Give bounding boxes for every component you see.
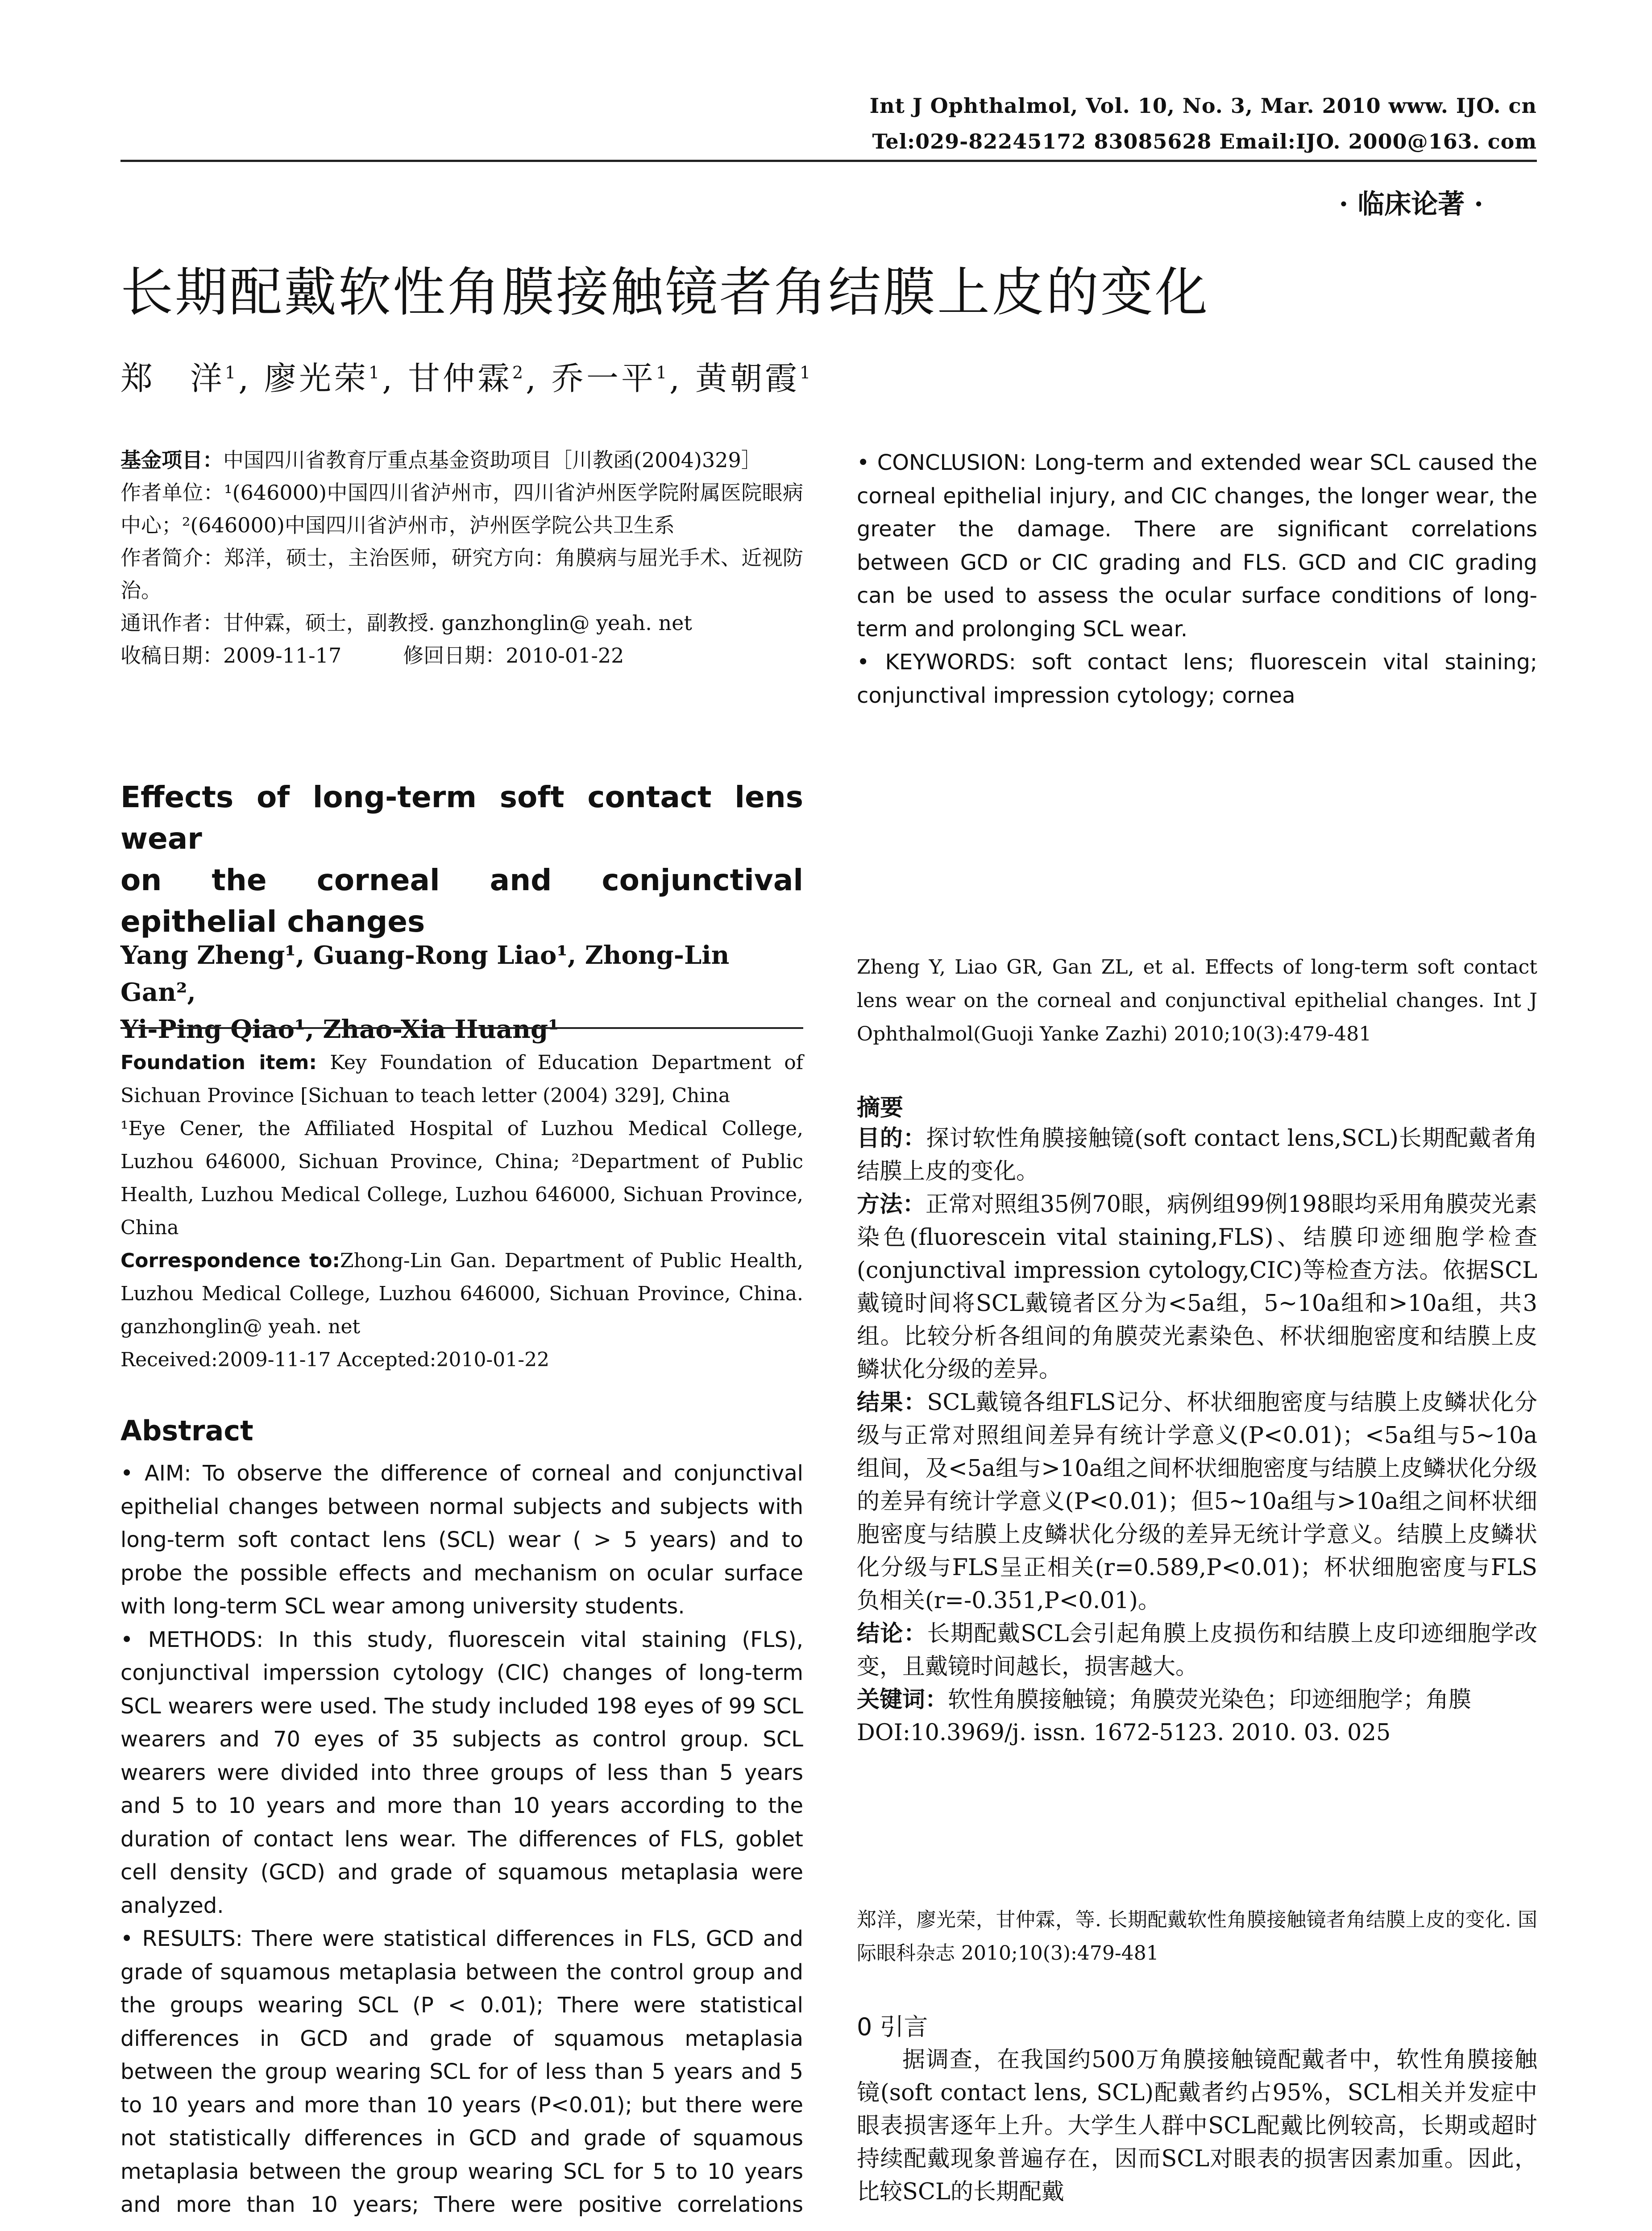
authors-en — [120, 937, 803, 1048]
title-en-line: epithelial changes — [120, 904, 425, 939]
title-en-line: on the corneal and conjunctival — [120, 863, 803, 897]
abstract-results: • RESULTS: There were statistical differences in FLS, GCD and grade of squamous metaplasia between the control group and the groups wearing SCL (P < 0.01); There were statistical differences in GCD and grade of squamous metaplasia between the group wearing SCL for of less than 5 years and 5 to 10 years and more than 10 years (P<0.01); but there were not statistically differences in GCD and grade of squamous metaplasia between the group wearing SCL for 5 to 10 years and more than 10 years; There were positive correlations — [120, 1926, 803, 2217]
correspondence-label: Correspondence to: — [120, 1249, 340, 1272]
authors-rule — [120, 1027, 803, 1029]
author-cn: 黄朝霞 — [695, 360, 800, 397]
methods-cn: 正常对照组35例70眼，病例组99例198眼均采用角膜荧光素染色(fluorescein vital staining,FLS)、结膜印迹细胞学检查(conjunctival impression cytology,CIC)等检查方法。依据SCL戴镜时间将SCL戴镜者区分为<5a组，5~10a组和>10a组，共3组。比较分析各组间的角膜荧光素染色、杯状细胞密度和结膜上皮鳞状化分级的差异。 — [857, 1191, 1537, 1383]
bio-text: 作者简介：郑洋，硕士，主治医师，研究方向：角膜病与屈光手术、近视防治。 — [120, 546, 803, 602]
intro-text: 据调查，在我国约500万角膜接触镜配戴者中，软性角膜接触镜(soft contact lens, SCL)配戴者约占95%，SCL相关并发症中眼表损害逐年上升。大学生人群中SCL配戴比例较高，长期或超时持续配戴现象普遍存在，因而SCL对眼表的损害因素加重。因此，比较SCL的长期配戴 — [857, 2047, 1537, 2205]
meta-cn-block — [120, 444, 803, 672]
foundation-en-block — [120, 1046, 803, 1377]
keywords-cn: 软性角膜接触镜；角膜荧光染色；印迹细胞学；角膜 — [948, 1687, 1472, 1713]
conclusion-cn: 长期配戴SCL会引起角膜上皮损伤和结膜上皮印迹细胞学改变，且戴镜时间越长，损害越大。 — [857, 1621, 1537, 1680]
results-cn-label: 结果： — [857, 1389, 927, 1416]
corr-text: 通讯作者：甘仲霖，硕士，副教授. ganzhonglin@ yeah. net — [120, 611, 692, 635]
dates-text: 收稿日期：2009-11-17 修回日期：2010-01-22 — [120, 643, 624, 668]
aim-cn-label: 目的： — [857, 1125, 926, 1152]
authors-cn: 郑 洋$^1$, 廖光荣$^1$, 甘仲霖$^2$, 乔一平$^1$, 黄朝霞$^1$ — [120, 360, 814, 397]
aim-cn: 探讨软性角膜接触镜(soft contact lens,SCL)长期配戴者角结膜上皮的变化。 — [857, 1125, 1537, 1185]
contact-line: Tel:029-82245172 83085628 Email:IJO. 2000@163. com — [872, 129, 1537, 153]
header-rule — [120, 160, 1537, 162]
keywords-cn-label: 关键词： — [857, 1687, 948, 1713]
abstract-heading: Abstract — [120, 1414, 253, 1447]
affiliations-en: ¹Eye Cener, the Affiliated Hospital of Luzhou Medical College, Luzhou 646000, Sichuan Province, China; ²Department of Public Health, Luzhou Medical College, Luzhou 646000, Sichuan Province, China — [120, 1117, 803, 1239]
authors-en-line: Yi-Ping Qiao¹, Zhao-Xia Huang¹ — [120, 1015, 559, 1044]
author-cn: 乔一平 — [551, 360, 656, 397]
abstract-cn-body — [857, 1122, 1537, 1750]
author-cn: 郑 洋 — [120, 360, 225, 397]
abstract-keywords: • KEYWORDS: soft contact lens; fluorescein vital staining; conjunctival impression cytology; cornea — [857, 650, 1537, 708]
foundation-label: Foundation item: — [120, 1051, 317, 1074]
author-cn: 甘仲霖 — [407, 360, 512, 397]
methods-cn-label: 方法： — [857, 1191, 926, 1218]
title-en-line: Effects of long-term soft contact lens wear — [120, 780, 803, 856]
intro-heading: 0 引言 — [857, 2013, 928, 2041]
title-cn: 长期配戴软性角膜接触镜者角结膜上皮的变化 — [120, 261, 1210, 323]
citation-en: Zheng Y, Liao GR, Gan ZL, et al. Effects of long-term soft contact lens wear on the corneal and conjunctival epithelial changes. Int J Ophthalmol(Guoji Yanke Zazhi) 2010;10(3):479-481 — [857, 956, 1537, 1045]
fund-text: 中国四川省教育厅重点基金资助项目［川教函(2004)329］ — [223, 448, 762, 472]
abstract-aim: • AIM: To observe the difference of corneal and conjunctival epithelial changes between normal subjects and subjects with long-term soft contact lens (SCL) wear ( > 5 years) and to probe the possible effects and mechanism on ocular surface with long-term SCL wear among university students. — [120, 1461, 803, 1619]
conclusion-cn-label: 结论： — [857, 1621, 927, 1647]
abstract-cn-heading: 摘要 — [857, 1095, 904, 1121]
section-tag: · 临床论著 · — [1339, 189, 1483, 220]
abstract-en-body-left — [120, 1457, 803, 2221]
fund-label: 基金项目： — [120, 448, 223, 472]
abstract-conclusion: • CONCLUSION: Long-term and extended wear SCL caused the corneal epithelial injury, and CIC changes, the longer wear, the greater the damage. There are significant correlations between GCD or CIC grading and FLS. GCD and CIC grading can be used to assess the ocular surface conditions of long-term and prolonging SCL wear. — [857, 450, 1537, 642]
doi: DOI:10.3969/j. issn. 1672-5123. 2010. 03. 025 — [857, 1720, 1391, 1746]
results-cn: SCL戴镜各组FLS记分、杯状细胞密度与结膜上皮鳞状化分级与正常对照组间差异有统计学意义(P<0.01)；<5a组与5~10a组间，及<5a组与>10a组之间杯状细胞密度与结膜上皮鳞状化分级的差异有统计学意义(P<0.01)；但5~10a组与>10a组之间杯状细胞密度与结膜上皮鳞状化分级的差异无统计学意义。结膜上皮鳞状化分级与FLS呈正相关(r=0.589,P<0.01)；杯状细胞密度与FLS负相关(r=-0.351,P<0.01)。 — [857, 1389, 1537, 1614]
citation-cn: 郑洋，廖光荣，甘仲霖，等. 长期配戴软性角膜接触镜者角结膜上皮的变化. 国际眼科杂志 2010;10(3):479-481 — [857, 1908, 1537, 1965]
dates-en: Received:2009-11-17 Accepted:2010-01-22 — [120, 1348, 550, 1371]
author-cn: 廖光荣 — [264, 360, 369, 397]
abstract-methods: • METHODS: In this study, fluorescein vital staining (FLS), conjunctival imperssion cytology (CIC) changes of long-term SCL wearers were used. The study included 198 eyes of 99 SCL wearers and 70 eyes of 35 subjects as control group. SCL wearers were divided into three groups of less than 5 years and 5 to 10 years and more than 10 years according to the duration of contact lens wear. The differences of FLS, goblet cell density (GCD) and grade of squamous metaplasia were analyzed. — [120, 1627, 803, 1918]
unit-text: 作者单位：¹(646000)中国四川省泸州市，四川省泸州医学院附属医院眼病中心；²(646000)中国四川省泸州市，泸州医学院公共卫生系 — [120, 481, 803, 537]
abstract-en-body-right — [857, 446, 1537, 712]
foundation-text: Key Foundation of Education Department of Sichuan Province [Sichuan to teach letter (2004) 329], China — [120, 1051, 803, 1107]
journal-line: Int J Ophthalmol, Vol. 10, No. 3, Mar. 2010 www. IJO. cn — [869, 94, 1537, 118]
authors-en-line: Yang Zheng¹, Guang-Rong Liao¹, Zhong-Lin Gan², — [120, 941, 730, 1007]
title-en-block — [120, 776, 803, 942]
correspondence-text: Zhong-Lin Gan. Department of Public Health, Luzhou Medical College, Luzhou 646000, Sichuan Province, China. ganzhonglin@ yeah. net — [120, 1249, 803, 1338]
